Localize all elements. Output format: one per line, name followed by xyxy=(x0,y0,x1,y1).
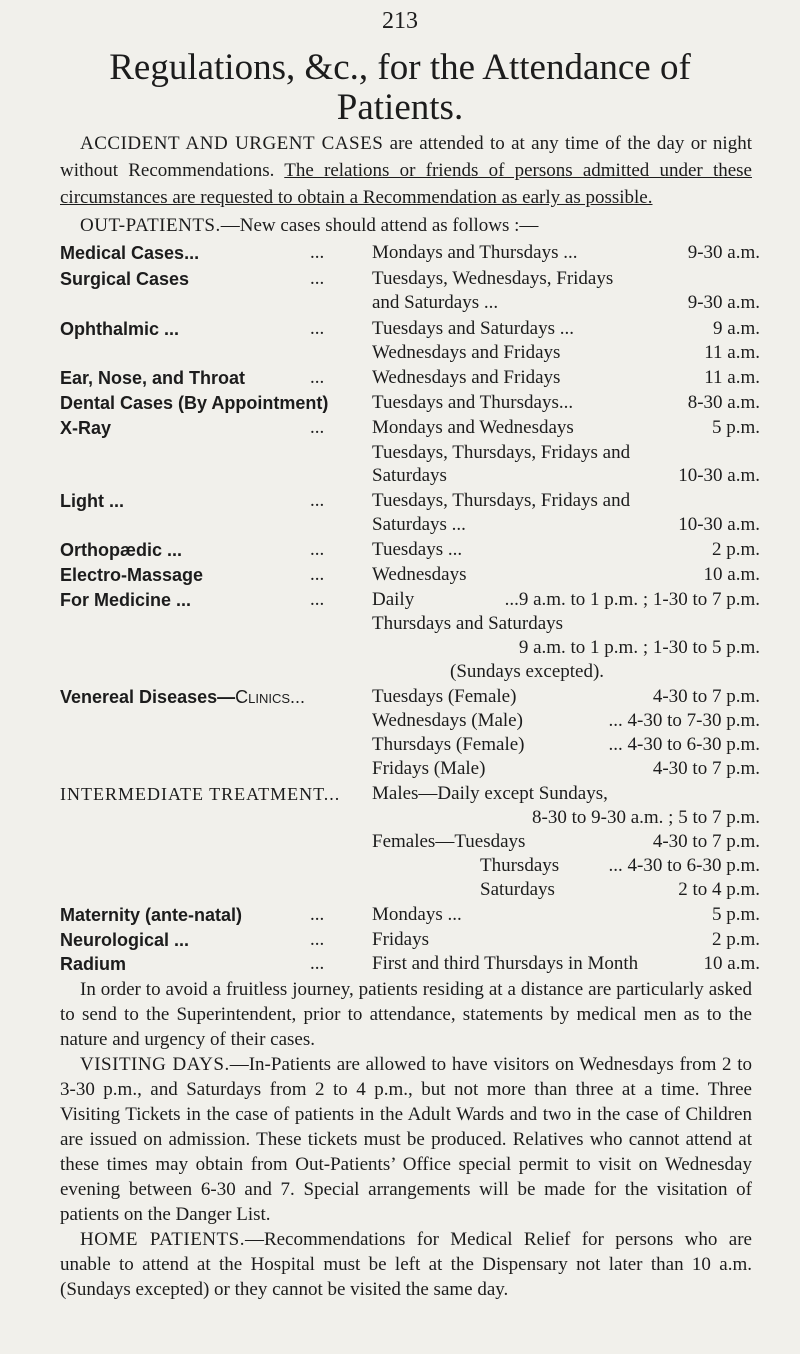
attendance-time: 2 to 4 p.m. xyxy=(678,879,760,900)
schedule-row-dental xyxy=(60,390,760,416)
attendance-time: 10 a.m. xyxy=(703,953,760,974)
department-name-main: Venereal Diseases— xyxy=(60,687,236,707)
schedule-row-radium xyxy=(60,951,760,977)
leader-dots: ... xyxy=(310,929,325,950)
home-text: —Recommendations for Medical Relief for persons who are unable to attend at the Hospital must be left at the Dispensary not later than 10 a.m. (Sundays excepted) or they cannot be visited the same day. xyxy=(60,1229,752,1300)
schedule-row-venereal xyxy=(60,684,760,710)
attendance-time: 2 p.m. xyxy=(711,539,760,560)
outpatients-intro-text: —New cases should attend as follows :— xyxy=(220,215,539,236)
schedule-row-medicine xyxy=(60,587,760,613)
attendance-days: Saturdays ... xyxy=(372,514,466,535)
department-name: Neurological ... xyxy=(60,930,190,950)
schedule-row-intermediate-sat xyxy=(60,877,760,903)
leader-dots: ... xyxy=(310,490,325,511)
department-name: Light ... xyxy=(60,491,124,511)
department-name: INTERMEDIATE TREATMENT... xyxy=(60,784,341,804)
visiting-heading: VISITING DAYS. xyxy=(80,1054,230,1075)
attendance-time: 4-30 to 7 p.m. xyxy=(652,831,760,852)
accident-paragraph xyxy=(60,130,752,211)
attendance-days: Daily xyxy=(372,589,415,610)
department-name xyxy=(60,684,305,710)
attendance-days: Fridays (Male) xyxy=(372,758,486,779)
attendance-days: Thursdays (Female) xyxy=(372,734,525,755)
attendance-days: Tuesdays and Thursdays... xyxy=(372,392,574,413)
department-name: Radium xyxy=(60,954,127,974)
attendance-days: Tuesdays, Thursdays, Fridays and xyxy=(372,442,631,463)
department-name: Ophthalmic ... xyxy=(60,319,180,339)
attendance-time: 8-30 a.m. xyxy=(687,392,760,413)
attendance-days: Tuesdays, Wednesdays, Fridays xyxy=(372,268,614,289)
visiting-paragraph xyxy=(60,1052,752,1227)
attendance-time: 4-30 to 7 p.m. xyxy=(652,758,760,779)
schedule-row-medicine-cont2 xyxy=(60,635,760,661)
attendance-days: Saturdays xyxy=(480,879,555,900)
attendance-days: Females—Tuesdays xyxy=(372,831,526,852)
schedule-row-electro-massage xyxy=(60,562,760,588)
department-name: Medical Cases... xyxy=(60,243,200,263)
leader-dots: ... xyxy=(310,318,325,339)
department-name: Surgical Cases xyxy=(60,269,190,289)
attendance-time: ... 4-30 to 6-30 p.m. xyxy=(608,734,760,755)
leader-dots: ... xyxy=(310,367,325,388)
attendance-days: Mondays and Wednesdays xyxy=(372,417,574,438)
attendance-time: 10-30 a.m. xyxy=(678,514,760,535)
attendance-days: First and third Thursdays in Month xyxy=(372,953,639,974)
outpatients-heading: OUT-PATIENTS. xyxy=(80,215,221,236)
attendance-days: Wednesdays and Fridays xyxy=(372,342,561,363)
department-name-clinics: Clinics... xyxy=(235,687,306,707)
attendance-days: Tuesdays ... xyxy=(372,539,463,560)
leader-dots: ... xyxy=(310,242,325,263)
department-name: X-Ray xyxy=(60,418,112,438)
page-title-continued: Patients. xyxy=(336,87,464,128)
leader-dots: ... xyxy=(310,268,325,289)
attendance-time: 9 a.m. to 1 p.m. ; 1-30 to 5 p.m. xyxy=(518,637,760,658)
attendance-time: 10 a.m. xyxy=(703,564,760,585)
attendance-time: ...9 a.m. to 1 p.m. ; 1-30 to 7 p.m. xyxy=(504,589,760,610)
schedule-row-intermediate xyxy=(60,781,760,807)
attendance-time: 9 a.m. xyxy=(713,318,760,339)
page-title: Regulations, &c., for the Attendance of xyxy=(109,47,691,88)
accident-text: are attended to at any time of the day or night without Recommendations. xyxy=(60,133,752,181)
department-name: Dental Cases (By Appointment) xyxy=(60,393,329,413)
schedule-row-ent xyxy=(60,365,760,391)
attendance-days: Thursdays and Saturdays xyxy=(372,613,564,634)
attendance-days: Tuesdays and Saturdays ... xyxy=(372,318,574,339)
schedule-row-maternity xyxy=(60,902,760,928)
attendance-days: Wednesdays xyxy=(372,564,467,585)
attendance-time: ... 4-30 to 7-30 p.m. xyxy=(608,710,760,731)
distance-text: In order to avoid a fruitless journey, patients residing at a distance are particularly asked to send to the Superintendent, prior to attendance, statements by medical men as to the nature and urgency of their cases. xyxy=(60,979,752,1050)
schedule-row-intermediate-cont xyxy=(60,805,760,831)
attendance-days: Wednesdays (Male) xyxy=(372,710,523,731)
schedule-row-light-cont xyxy=(60,512,760,538)
attendance-days: Saturdays xyxy=(372,465,447,486)
leader-dots: ... xyxy=(310,417,325,438)
schedule-row-medicine-cont3 xyxy=(60,659,760,685)
attendance-days: Fridays xyxy=(372,929,429,950)
schedule-row-medicine-cont xyxy=(60,611,760,637)
schedule-row-intermediate-females xyxy=(60,829,760,855)
schedule-row-xray xyxy=(60,415,760,441)
department-name: Ear, Nose, and Throat xyxy=(60,368,246,388)
leader-dots: ... xyxy=(310,539,325,560)
leader-dots: ... xyxy=(310,589,325,610)
department-name: Maternity (ante-natal) xyxy=(60,905,243,925)
visiting-text: —In-Patients are allowed to have visitors on Wednesdays from 2 to 3-30 p.m., and Saturdays from 2 to 4 p.m., but not more than three at a time. Three Visiting Tickets in the case of patients in the Adult Wards and two in the case of Children are issued on admission. These tickets must be produced. Relatives who cannot attend at these times may obtain from Out-Patients’ Office special permit to visit on Wednesday evening between 6-30 and 7. Special arrangements will be made for the visitation of patients on the Danger List. xyxy=(60,1054,753,1225)
outpatients-intro xyxy=(60,212,752,239)
leader-dots: ... xyxy=(310,953,325,974)
page-number: 213 xyxy=(382,8,418,34)
attendance-time: ... 4-30 to 6-30 p.m. xyxy=(608,855,760,876)
schedule-row-light xyxy=(60,488,760,514)
attendance-time: 5 p.m. xyxy=(711,904,760,925)
attendance-time: 8-30 to 9-30 a.m. ; 5 to 7 p.m. xyxy=(532,807,760,828)
schedule-row-intermediate-thu xyxy=(60,853,760,879)
attendance-days: (Sundays excepted). xyxy=(450,661,605,682)
distance-paragraph xyxy=(60,977,752,1052)
schedule-row-neurological xyxy=(60,927,760,953)
attendance-time: 9-30 a.m. xyxy=(687,242,760,263)
home-paragraph xyxy=(60,1227,752,1302)
attendance-time: 2 p.m. xyxy=(711,929,760,950)
department-name: Electro-Massage xyxy=(60,565,204,585)
department-name: Orthopædic ... xyxy=(60,540,183,560)
attendance-days: and Saturdays ... xyxy=(372,292,499,313)
attendance-time: 5 p.m. xyxy=(711,417,760,438)
schedule-row-orthopaedic xyxy=(60,537,760,563)
schedule-row-surgical xyxy=(60,266,760,292)
attendance-days: Thursdays xyxy=(480,855,560,876)
leader-dots: ... xyxy=(310,564,325,585)
schedule-row-xray-cont2 xyxy=(60,463,760,489)
attendance-time: 4-30 to 7 p.m. xyxy=(652,686,760,707)
attendance-time: 11 a.m. xyxy=(704,342,760,363)
attendance-days: Tuesdays, Thursdays, Fridays and xyxy=(372,490,631,511)
home-heading: HOME PATIENTS. xyxy=(80,1229,245,1250)
schedule-row-ophthalmic xyxy=(60,316,760,342)
attendance-days: Tuesdays (Female) xyxy=(372,686,517,707)
schedule-row-surgical-cont xyxy=(60,290,760,316)
schedule-row-medical xyxy=(60,240,760,266)
attendance-time: 11 a.m. xyxy=(704,367,760,388)
attendance-time: 9-30 a.m. xyxy=(687,292,760,313)
attendance-days: Males—Daily except Sundays, xyxy=(372,783,608,804)
schedule-row-venereal-fri xyxy=(60,756,760,782)
schedule-row-venereal-wed xyxy=(60,708,760,734)
attendance-days: Mondays ... xyxy=(372,904,462,925)
schedule-row-venereal-thu xyxy=(60,732,760,758)
schedule-row-ophthalmic-cont xyxy=(60,340,760,366)
attendance-days: Mondays and Thursdays ... xyxy=(372,242,578,263)
department-name: For Medicine ... xyxy=(60,590,192,610)
attendance-days: Wednesdays and Fridays xyxy=(372,367,561,388)
attendance-time: 10-30 a.m. xyxy=(678,465,760,486)
accident-requirement: The relations or friends of persons admitted under these circumstances are requested to obtain a Recommendation as early as possible. xyxy=(60,160,752,208)
leader-dots: ... xyxy=(310,904,325,925)
accident-heading: ACCIDENT AND URGENT CASES xyxy=(80,133,384,154)
